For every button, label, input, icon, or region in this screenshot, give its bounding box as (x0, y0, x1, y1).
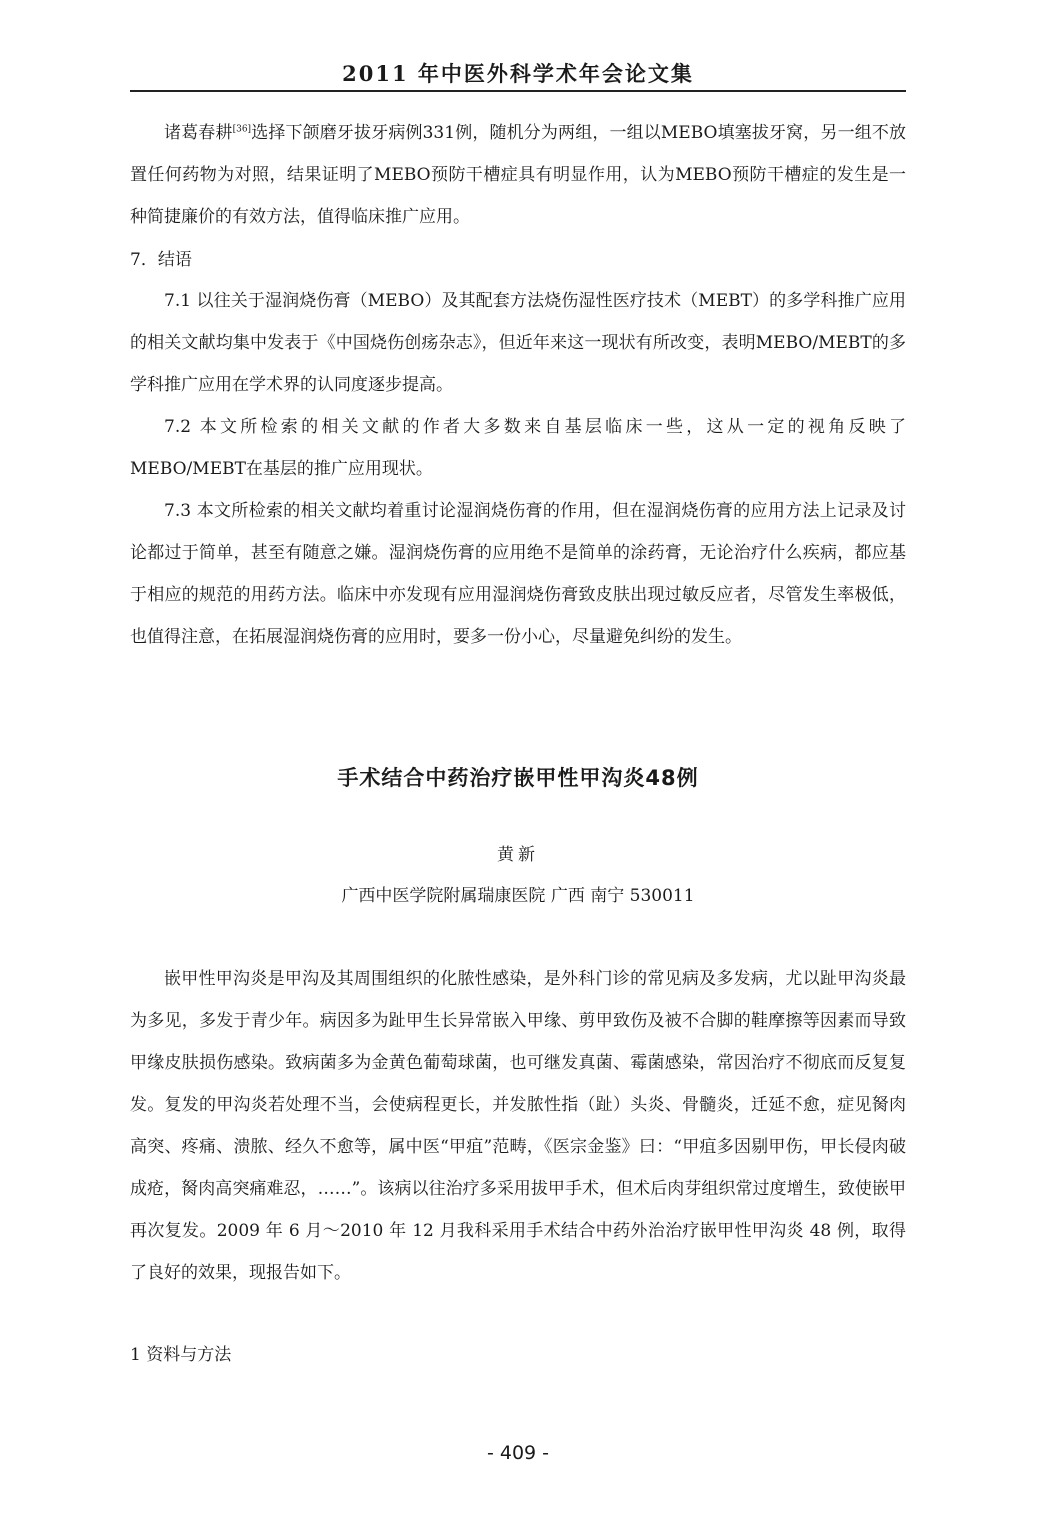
paragraph-zhuge-text: 选择下颌磨牙拔牙病例331例，随机分为两组，一组以MEBO填塞拔牙窝，另一组不放置任何药物为对照，结果证明了MEBO预防干槽症具有明显作用，认为MEBO预防干槽症的发生是一种简捷廉价的有效方法，值得临床推广应用。 (130, 123, 907, 227)
section-heading-conclusion: 7．结语 (130, 250, 192, 270)
author-citation-name: 诸葛春耕 (164, 123, 233, 143)
paragraph-7-2: 7.2 本文所检索的相关文献的作者大多数来自基层临床一些，这从一定的视角反映了MEBO/MEBT在基层的推广应用现状。 (130, 417, 906, 479)
section-heading-materials-methods: 1 资料与方法 (130, 1345, 232, 1365)
article-title: 手术结合中药治疗嵌甲性甲沟炎48例 (337, 766, 699, 790)
running-header: 2011 年中医外科学术年会论文集 (130, 58, 906, 92)
paragraph-7-1: 7.1 以往关于湿润烧伤膏（MEBO）及其配套方法烧伤湿性医疗技术（MEBT）的多学科推广应用的相关文献均集中发表于《中国烧伤创疡杂志》，但近年来这一现状有所改变，表明MEBO/MEBT的多学科推广应用在学术界的认同度逐步提高。 (130, 291, 906, 395)
article-affiliation: 广西中医学院附属瑞康医院 广西 南宁 530011 (341, 886, 695, 906)
page-number: - 409 - (486, 1442, 550, 1464)
article-author: 黄新 (497, 845, 539, 865)
article-body-paragraph: 嵌甲性甲沟炎是甲沟及其周围组织的化脓性感染，是外科门诊的常见病及多发病，尤以趾甲沟炎最为多见，多发于青少年。病因多为趾甲生长异常嵌入甲缘、剪甲致伤及被不合脚的鞋摩擦等因素而导致甲缘皮肤损伤感染。致病菌多为金黄色葡萄球菌，也可继发真菌、霉菌感染，常因治疗不彻底而反复复发。复发的甲沟炎若处理不当，会使病程更长，并发脓性指（趾）头炎、骨髓炎，迁延不愈，症见胬肉高突、疼痛、溃脓、经久不愈等，属中医“甲疽”范畴，《医宗金鉴》曰：“甲疽多因剔甲伤，甲长侵肉破成疮，胬肉高突痛难忍，……”。该病以往治疗多采用拔甲手术，但术后肉芽组织常过度增生，致使嵌甲再次复发。2009 年 6 月～2010 年 12 月我科采用手术结合中药外治治疗嵌甲性甲沟炎 48 例，取得了良好的效果，现报告如下。 (130, 969, 906, 1283)
paragraph-7-3: 7.3 本文所检索的相关文献均着重讨论湿润烧伤膏的作用，但在湿润烧伤膏的应用方法上记录及讨论都过于简单，甚至有随意之嫌。湿润烧伤膏的应用绝不是简单的涂药膏，无论治疗什么疾病，都应基于相应的规范的用药方法。临床中亦发现有应用湿润烧伤膏致皮肤出现过敏反应者，尽管发生率极低，也值得注意，在拓展湿润烧伤膏的应用时，要多一份小心，尽量避免纠纷的发生。 (130, 501, 906, 647)
reference-superscript: [36] (232, 124, 252, 135)
paragraph-zhuge (130, 112, 906, 238)
